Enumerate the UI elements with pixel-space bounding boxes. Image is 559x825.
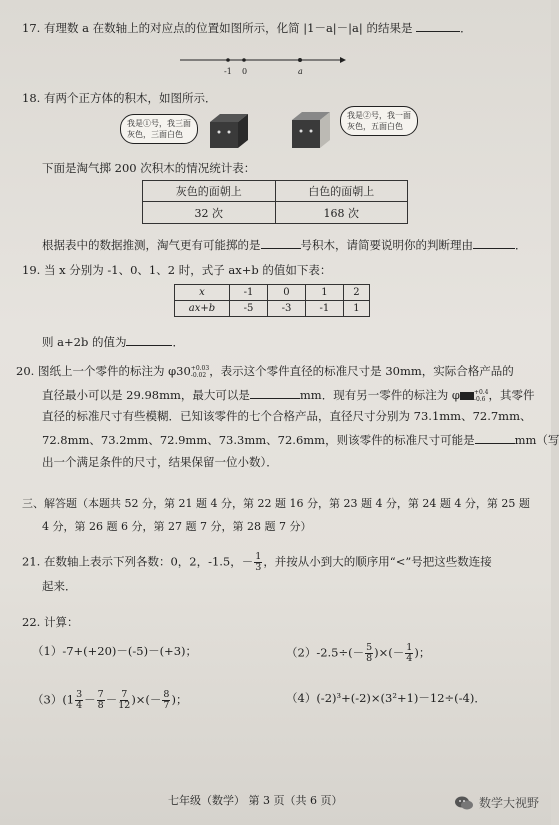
watermark <box>454 794 539 811</box>
q22-part2: （2）-2.5÷(－ $\frac{5}{8}$ )×(－ $\frac{1}{4}$ )； <box>286 642 431 664</box>
tick-0: 0 <box>242 67 248 76</box>
cube-1-image <box>208 112 250 150</box>
cube1-speech-bubble: 我是①号，我三面 灰色，三面白色 <box>120 114 198 144</box>
table-value-white: 168 次 <box>275 202 408 224</box>
q19-cell: -1 <box>230 285 268 301</box>
q19-cell: 1 <box>305 285 343 301</box>
q19-value-table <box>174 284 370 317</box>
q19-cell: -5 <box>230 301 268 317</box>
q19-cell: x <box>175 285 230 301</box>
q19-cell: ax+b <box>175 301 230 317</box>
q18-stat-text: 下面是淘气掷 200 次积木的情况统计表： <box>42 161 256 175</box>
tick-neg1: -1 <box>224 67 232 76</box>
q17-text: 17. 有理数 a 在数轴上的对应点的位置如图所示，化简 |1－a|－|a| 的结果是 ． <box>22 21 472 35</box>
q19-cell: -1 <box>305 301 343 317</box>
q21-line1: 21. 在数轴上表示下列各数：0，2，-1.5，－ $\frac{1}{3}$ ，并按从小到大的顺序用“<”号把这些数连接 <box>22 551 492 573</box>
q21-line2: 起来． <box>42 579 77 593</box>
cube2-speech-bubble: 我是②号，我一面 灰色，五面白色 <box>340 106 418 136</box>
q20-line1: 20. 图纸上一个零件的标注为 φ30 +0.03 -0.02 ，表示这个零件直径的标准尺寸是 30mm，实际合格产品的 <box>16 364 514 379</box>
q19-answer: 则 a+2b 的值为 ． <box>42 335 184 349</box>
tick-a: a <box>298 67 303 76</box>
q17-answer-blank <box>416 19 460 32</box>
table-header-gray: 灰色的面朝上 <box>143 181 276 202</box>
q18-question: 根据表中的数据推测，淘气更有可能掷的是 号积木，请简要说明你的判断理由 ． <box>42 238 527 252</box>
q22-part4: （4）(-2)³+(-2)×(3²+1)－12÷(-4)． <box>286 691 486 705</box>
q19-cell: -3 <box>267 301 305 317</box>
q22-title: 22. 计算： <box>22 615 79 629</box>
watermark-text: 数学大视野 <box>478 796 539 810</box>
q19-cell: 2 <box>343 285 369 301</box>
q22-part3: （3）(1 $\frac{3}{4}$ － $\frac{7}{8}$ － $\frac{7}{12}$ )×(－ $\frac{8}{7}$ )； <box>32 689 188 711</box>
q20-line2: 直径最小可以是 29.98mm，最大可以是 mm．现有另一零件的标注为 φ +0.4 -0.6 ，其零件 <box>42 388 535 403</box>
q20-line3: 直径的标准尺寸有些模糊．已知该零件的七个合格产品，直径尺寸分别为 73.1mm、72.7mm、 <box>42 409 532 423</box>
q17-number-line <box>180 50 350 78</box>
table-value-gray: 32 次 <box>143 202 276 224</box>
q20-line5: 出一个满足条件的尺寸，结果保留一位小数）． <box>42 455 278 469</box>
q20-line4: 72.8mm、73.2mm、72.9mm、73.3mm、72.6mm，则该零件的标准尺寸可能是 mm（写 <box>42 433 559 447</box>
section3-header-cont: 4 分，第 26 题 6 分，第 27 题 7 分，第 28 题 7 分） <box>42 520 312 533</box>
q19-cell: 1 <box>343 301 369 317</box>
wechat-icon <box>454 795 474 811</box>
q18-text: 18. 有两个正方体的积木，如图所示． <box>22 91 217 105</box>
q18-stat-table <box>142 180 408 224</box>
page-footer: 七年级（数学） 第 3 页（共 6 页） <box>168 794 343 807</box>
q19-cell: 0 <box>267 285 305 301</box>
q22-part1: （1）-7+(+20)－(-5)－(+3)； <box>32 644 197 658</box>
section3-header: 三、解答题（本题共 52 分，第 21 题 4 分，第 22 题 16 分，第 23 题 4 分，第 24 题 4 分，第 25 题 <box>22 497 530 510</box>
table-header-white: 白色的面朝上 <box>275 181 408 202</box>
q19-text: 19. 当 x 分别为 -1、0、1、2 时，式子 ax+b 的值如下表： <box>22 263 332 277</box>
cube-2-image <box>290 110 332 150</box>
